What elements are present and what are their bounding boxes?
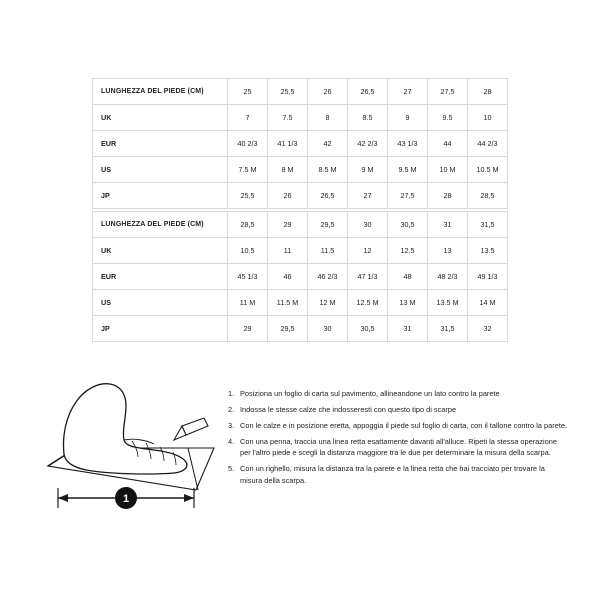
- size-table-upper: [92, 78, 508, 209]
- table-cell: 49 1/3: [468, 264, 508, 290]
- row-label: UK: [93, 238, 228, 264]
- table-cell: 12 M: [308, 290, 348, 316]
- table-cell: 30: [348, 212, 388, 238]
- toe-line-1: [124, 439, 154, 444]
- list-item-number: 4.: [228, 436, 235, 446]
- table-cell: 42 2/3: [348, 131, 388, 157]
- table-row: [93, 183, 508, 209]
- row-label: JP: [93, 316, 228, 342]
- table-cell: 30,5: [388, 212, 428, 238]
- list-item: [228, 436, 568, 459]
- measure-badge-label: 1: [122, 493, 130, 505]
- table-cell: 40 2/3: [228, 131, 268, 157]
- instructions-list: [228, 388, 568, 491]
- table-cell: 10.5 M: [468, 157, 508, 183]
- measurement-guide-section: [0, 370, 600, 530]
- table-cell: 13: [428, 238, 468, 264]
- pen-body: [182, 418, 208, 435]
- table-cell: 30: [308, 316, 348, 342]
- table-cell: 10: [468, 105, 508, 131]
- table-cell: 29: [268, 212, 308, 238]
- table-cell: 27,5: [428, 79, 468, 105]
- table-cell: 11.5 M: [268, 290, 308, 316]
- foot-diagram-svg: [46, 378, 216, 518]
- table-cell: 45 1/3: [228, 264, 268, 290]
- row-label: LUNGHEZZA DEL PIEDE (CM): [93, 212, 228, 238]
- table-cell: 32: [468, 316, 508, 342]
- table-row: [93, 131, 508, 157]
- table-row: [93, 238, 508, 264]
- table-cell: 25,5: [268, 79, 308, 105]
- list-item: [228, 463, 568, 486]
- table-cell: 31,5: [468, 212, 508, 238]
- size-table-lower: [92, 211, 508, 342]
- list-item-number: 5.: [228, 464, 235, 474]
- table-cell: 11.5: [308, 238, 348, 264]
- row-label: JP: [93, 183, 228, 209]
- table-cell: 46: [268, 264, 308, 290]
- table-cell: 28,5: [228, 212, 268, 238]
- list-item-text: Indossa le stesse calze che indosseresti con questo tipo di scarpe: [240, 404, 457, 414]
- table-cell: 27: [348, 183, 388, 209]
- table-cell: 48: [388, 264, 428, 290]
- table-cell: 7.5 M: [228, 157, 268, 183]
- table-cell: 8 M: [268, 157, 308, 183]
- table-cell: 27,5: [388, 183, 428, 209]
- table-row: [93, 316, 508, 342]
- table-cell: 42: [308, 131, 348, 157]
- measure-arrow-head-left: [58, 494, 68, 502]
- table-cell: 9: [388, 105, 428, 131]
- table-cell: 12.5: [388, 238, 428, 264]
- table-cell: 7: [228, 105, 268, 131]
- table-cell: 46 2/3: [308, 264, 348, 290]
- foot-outline-shape: [64, 384, 187, 474]
- list-item: [228, 388, 568, 399]
- size-table-lower-wrapper: [92, 211, 508, 342]
- table-row: [93, 264, 508, 290]
- row-label: LUNGHEZZA DEL PIEDE (CM): [93, 79, 228, 105]
- table-cell: 30,5: [348, 316, 388, 342]
- table-cell: 27: [388, 79, 428, 105]
- list-item-number: 3.: [228, 420, 235, 430]
- table-cell: 11 M: [228, 290, 268, 316]
- table-cell: 14 M: [468, 290, 508, 316]
- table-cell: 43 1/3: [388, 131, 428, 157]
- table-cell: 47 1/3: [348, 264, 388, 290]
- list-item-number: 1.: [228, 389, 235, 398]
- table-cell: 8.5: [348, 105, 388, 131]
- table-cell: 25,5: [228, 183, 268, 209]
- table-cell: 31: [428, 212, 468, 238]
- list-item: [228, 404, 568, 415]
- measure-arrow-head-right: [184, 494, 194, 502]
- table-cell: 7.5: [268, 105, 308, 131]
- table-cell: 10.5: [228, 238, 268, 264]
- table-cell: 8: [308, 105, 348, 131]
- list-item-number: 2.: [228, 404, 235, 414]
- list-item: [228, 420, 568, 431]
- table-row: [93, 212, 508, 238]
- table-cell: 13 M: [388, 290, 428, 316]
- table-cell: 26: [308, 79, 348, 105]
- table-cell: 8.5 M: [308, 157, 348, 183]
- list-item-text: Posiziona un foglio di carta sul pavimento, allineandone un lato contro la parete: [240, 389, 500, 398]
- table-cell: 9.5: [428, 105, 468, 131]
- table-cell: 9.5 M: [388, 157, 428, 183]
- table-cell: 29: [228, 316, 268, 342]
- table-cell: 28,5: [468, 183, 508, 209]
- table-cell: 44: [428, 131, 468, 157]
- foot-measurement-diagram: [46, 378, 216, 518]
- table-cell: 29,5: [308, 212, 348, 238]
- size-table-upper-wrapper: [92, 78, 508, 209]
- table-cell: 44 2/3: [468, 131, 508, 157]
- list-item-text: Con le calze e in posizione eretta, appoggia il piede sul foglio di carta, con il tallone contro la parete.: [240, 420, 568, 430]
- row-label: US: [93, 290, 228, 316]
- table-row: [93, 157, 508, 183]
- list-item-text: Con un righello, misura la distanza tra la parete e la linea retta che hai tracciato per trovare la misura della scarpa.: [240, 464, 545, 485]
- table-row: [93, 79, 508, 105]
- table-cell: 12: [348, 238, 388, 264]
- table-cell: 29,5: [268, 316, 308, 342]
- table-cell: 13.5 M: [428, 290, 468, 316]
- table-cell: 31,5: [428, 316, 468, 342]
- table-cell: 12.5 M: [348, 290, 388, 316]
- table-cell: 48 2/3: [428, 264, 468, 290]
- table-cell: 25: [228, 79, 268, 105]
- row-label: UK: [93, 105, 228, 131]
- table-cell: 26,5: [348, 79, 388, 105]
- table-cell: 41 1/3: [268, 131, 308, 157]
- row-label: EUR: [93, 264, 228, 290]
- table-cell: 28: [428, 183, 468, 209]
- table-cell: 31: [388, 316, 428, 342]
- row-label: US: [93, 157, 228, 183]
- list-item-text: Con una penna, traccia una linea retta esattamente davanti all'alluce. Ripeti la stessa operazione per l'altro piede e scegli la distanza maggiore tra le due per determinare la misura della scarpa.: [240, 436, 557, 458]
- table-cell: 10 M: [428, 157, 468, 183]
- table-cell: 26: [268, 183, 308, 209]
- table-cell: 11: [268, 238, 308, 264]
- table-row: [93, 105, 508, 131]
- table-row: [93, 290, 508, 316]
- table-cell: 28: [468, 79, 508, 105]
- table-cell: 9 M: [348, 157, 388, 183]
- row-label: EUR: [93, 131, 228, 157]
- table-cell: 26,5: [308, 183, 348, 209]
- table-cell: 13.5: [468, 238, 508, 264]
